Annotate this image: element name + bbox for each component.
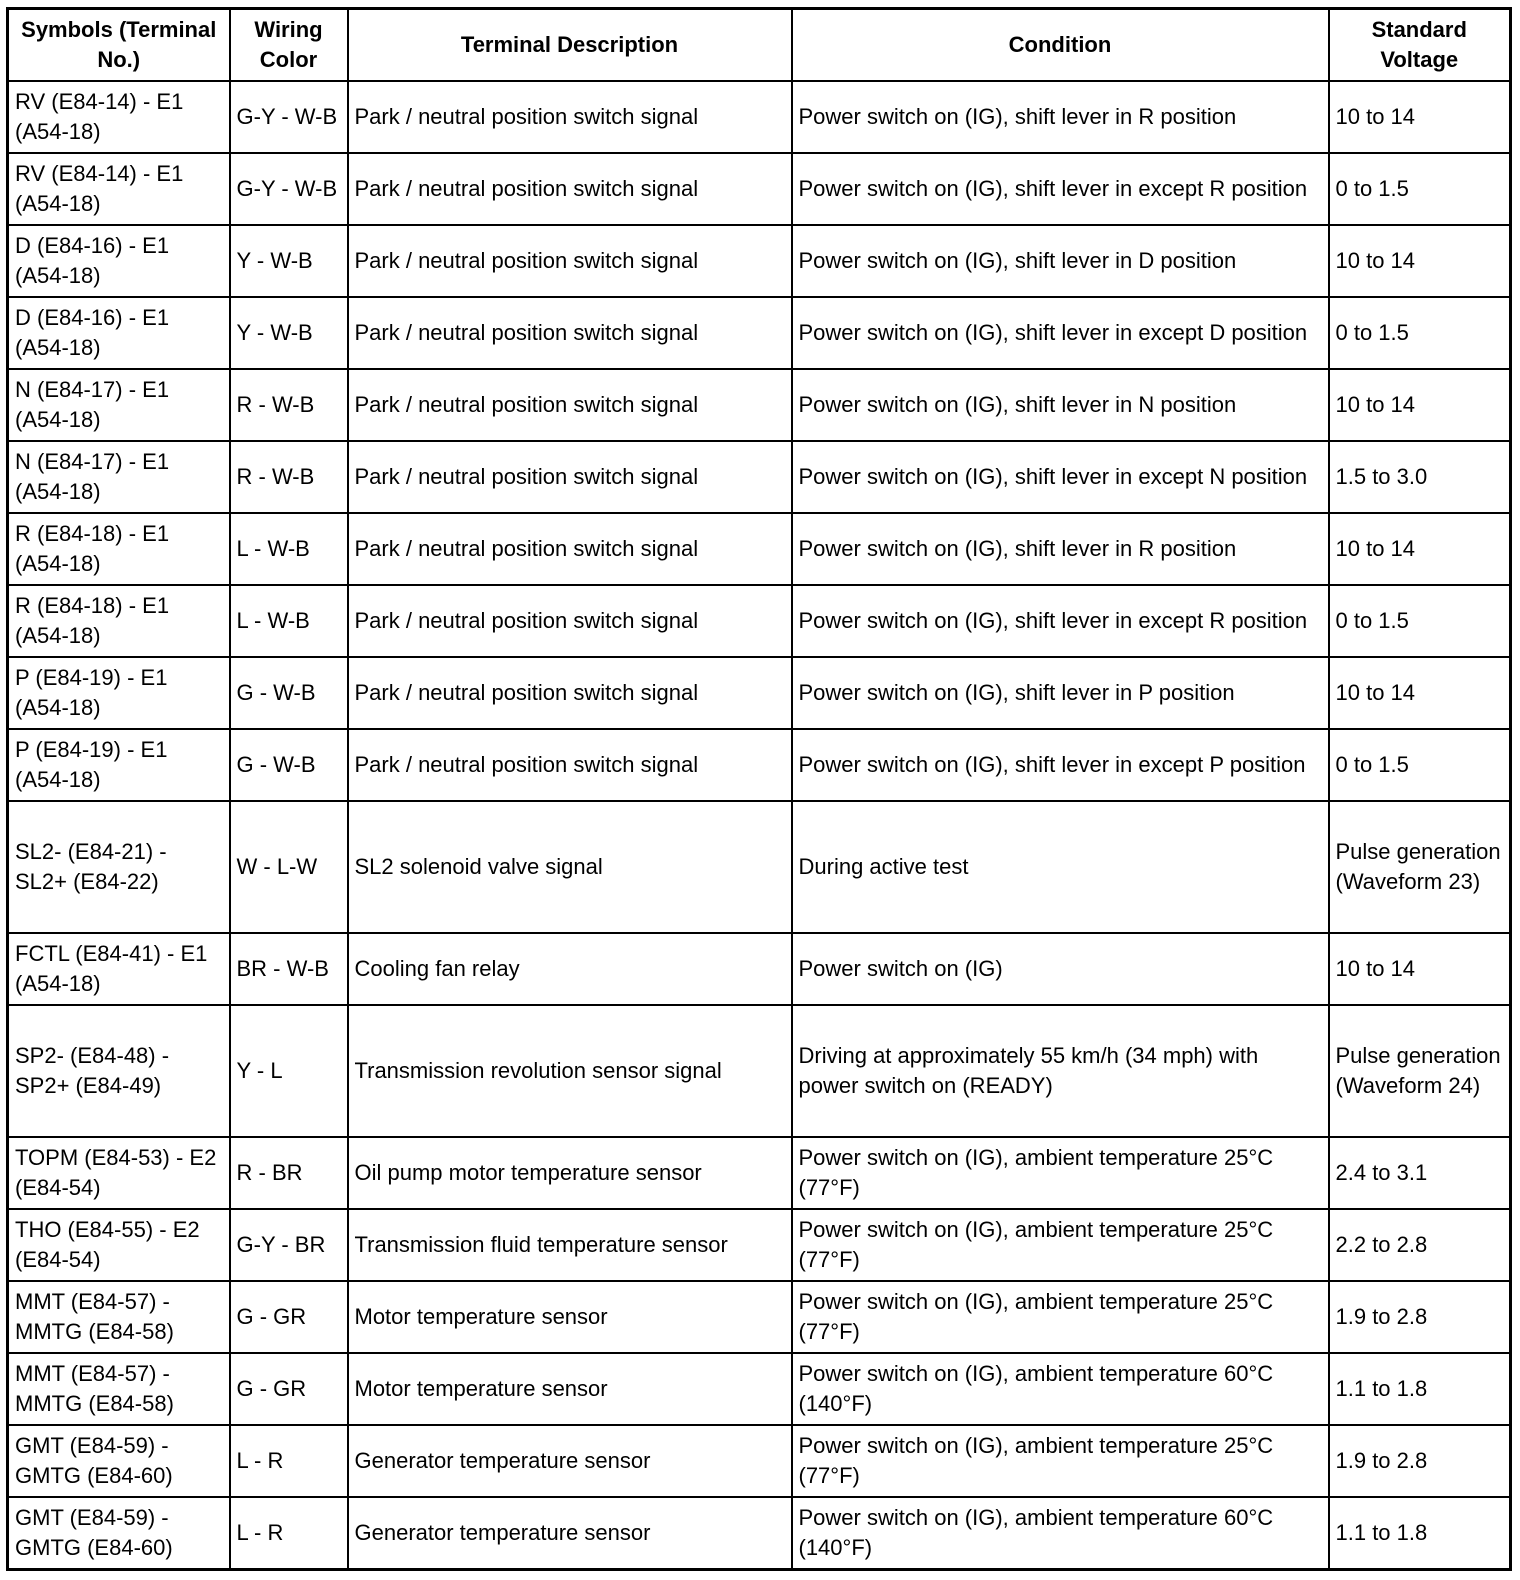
table-body bbox=[8, 81, 1511, 1570]
cell-standard-voltage: 0 to 1.5 bbox=[1329, 153, 1511, 225]
terminal-voltage-table-container bbox=[6, 7, 1509, 1571]
table-row bbox=[8, 369, 1511, 441]
table-row bbox=[8, 513, 1511, 585]
cell-standard-voltage: 10 to 14 bbox=[1329, 225, 1511, 297]
cell-standard-voltage: 1.5 to 3.0 bbox=[1329, 441, 1511, 513]
table-row bbox=[8, 1137, 1511, 1209]
cell-terminal-description: Park / neutral position switch signal bbox=[348, 729, 792, 801]
table-row bbox=[8, 1353, 1511, 1425]
table-row bbox=[8, 441, 1511, 513]
cell-condition: During active test bbox=[792, 801, 1329, 933]
cell-symbols: D (E84-16) - E1 (A54-18) bbox=[8, 225, 230, 297]
table-row bbox=[8, 297, 1511, 369]
cell-symbols: THO (E84-55) - E2 (E84-54) bbox=[8, 1209, 230, 1281]
header-terminal-description: Terminal Description bbox=[348, 9, 792, 82]
cell-wiring-color: G - GR bbox=[230, 1281, 348, 1353]
cell-condition: Driving at approximately 55 km/h (34 mph) with power switch on (READY) bbox=[792, 1005, 1329, 1137]
cell-symbols: N (E84-17) - E1 (A54-18) bbox=[8, 369, 230, 441]
cell-condition: Power switch on (IG), shift lever in R position bbox=[792, 513, 1329, 585]
cell-standard-voltage: 0 to 1.5 bbox=[1329, 585, 1511, 657]
header-symbols: Symbols (Terminal No.) bbox=[8, 9, 230, 82]
cell-standard-voltage: 10 to 14 bbox=[1329, 933, 1511, 1005]
cell-condition: Power switch on (IG), ambient temperature 25°C (77°F) bbox=[792, 1281, 1329, 1353]
cell-wiring-color: Y - W-B bbox=[230, 297, 348, 369]
cell-standard-voltage: 10 to 14 bbox=[1329, 81, 1511, 153]
cell-symbols: R (E84-18) - E1 (A54-18) bbox=[8, 585, 230, 657]
cell-standard-voltage: Pulse generation (Waveform 23) bbox=[1329, 801, 1511, 933]
cell-symbols: TOPM (E84-53) - E2 (E84-54) bbox=[8, 1137, 230, 1209]
header-wiring-color: Wiring Color bbox=[230, 9, 348, 82]
table-row bbox=[8, 585, 1511, 657]
cell-wiring-color: L - W-B bbox=[230, 513, 348, 585]
cell-terminal-description: Park / neutral position switch signal bbox=[348, 657, 792, 729]
cell-wiring-color: BR - W-B bbox=[230, 933, 348, 1005]
cell-terminal-description: Park / neutral position switch signal bbox=[348, 297, 792, 369]
table-row bbox=[8, 1209, 1511, 1281]
cell-terminal-description: Transmission revolution sensor signal bbox=[348, 1005, 792, 1137]
cell-standard-voltage: 0 to 1.5 bbox=[1329, 297, 1511, 369]
cell-wiring-color: G - W-B bbox=[230, 657, 348, 729]
cell-standard-voltage: 0 to 1.5 bbox=[1329, 729, 1511, 801]
cell-symbols: SL2- (E84-21) - SL2+ (E84-22) bbox=[8, 801, 230, 933]
cell-condition: Power switch on (IG), shift lever in except N position bbox=[792, 441, 1329, 513]
cell-terminal-description: Park / neutral position switch signal bbox=[348, 513, 792, 585]
cell-wiring-color: G-Y - W-B bbox=[230, 153, 348, 225]
cell-condition: Power switch on (IG) bbox=[792, 933, 1329, 1005]
cell-standard-voltage: 10 to 14 bbox=[1329, 369, 1511, 441]
header-condition: Condition bbox=[792, 9, 1329, 82]
cell-terminal-description: Oil pump motor temperature sensor bbox=[348, 1137, 792, 1209]
cell-terminal-description: Cooling fan relay bbox=[348, 933, 792, 1005]
cell-symbols: P (E84-19) - E1 (A54-18) bbox=[8, 657, 230, 729]
cell-standard-voltage: Pulse generation (Waveform 24) bbox=[1329, 1005, 1511, 1137]
cell-symbols: RV (E84-14) - E1 (A54-18) bbox=[8, 81, 230, 153]
cell-standard-voltage: 1.9 to 2.8 bbox=[1329, 1281, 1511, 1353]
cell-condition: Power switch on (IG), shift lever in except D position bbox=[792, 297, 1329, 369]
table-row bbox=[8, 801, 1511, 933]
cell-terminal-description: Generator temperature sensor bbox=[348, 1425, 792, 1497]
cell-condition: Power switch on (IG), ambient temperature 25°C (77°F) bbox=[792, 1209, 1329, 1281]
cell-symbols: SP2- (E84-48) - SP2+ (E84-49) bbox=[8, 1005, 230, 1137]
cell-wiring-color: L - R bbox=[230, 1497, 348, 1570]
cell-terminal-description: Motor temperature sensor bbox=[348, 1353, 792, 1425]
table-header-row bbox=[8, 9, 1511, 82]
terminal-voltage-table bbox=[6, 7, 1512, 1571]
table-row bbox=[8, 729, 1511, 801]
cell-terminal-description: Park / neutral position switch signal bbox=[348, 225, 792, 297]
cell-standard-voltage: 10 to 14 bbox=[1329, 657, 1511, 729]
cell-wiring-color: G-Y - W-B bbox=[230, 81, 348, 153]
cell-standard-voltage: 1.9 to 2.8 bbox=[1329, 1425, 1511, 1497]
cell-condition: Power switch on (IG), shift lever in except R position bbox=[792, 585, 1329, 657]
cell-wiring-color: R - BR bbox=[230, 1137, 348, 1209]
cell-wiring-color: R - W-B bbox=[230, 441, 348, 513]
cell-symbols: GMT (E84-59) - GMTG (E84-60) bbox=[8, 1425, 230, 1497]
table-row bbox=[8, 225, 1511, 297]
cell-symbols: P (E84-19) - E1 (A54-18) bbox=[8, 729, 230, 801]
cell-condition: Power switch on (IG), shift lever in P position bbox=[792, 657, 1329, 729]
table-row bbox=[8, 1425, 1511, 1497]
cell-wiring-color: W - L-W bbox=[230, 801, 348, 933]
cell-condition: Power switch on (IG), ambient temperature 25°C (77°F) bbox=[792, 1425, 1329, 1497]
table-row bbox=[8, 1005, 1511, 1137]
header-standard-voltage: Standard Voltage bbox=[1329, 9, 1511, 82]
cell-condition: Power switch on (IG), shift lever in R position bbox=[792, 81, 1329, 153]
table-row bbox=[8, 81, 1511, 153]
cell-condition: Power switch on (IG), shift lever in except R position bbox=[792, 153, 1329, 225]
cell-terminal-description: Generator temperature sensor bbox=[348, 1497, 792, 1570]
cell-symbols: FCTL (E84-41) - E1 (A54-18) bbox=[8, 933, 230, 1005]
cell-terminal-description: Park / neutral position switch signal bbox=[348, 81, 792, 153]
cell-wiring-color: L - R bbox=[230, 1425, 348, 1497]
cell-condition: Power switch on (IG), shift lever in except P position bbox=[792, 729, 1329, 801]
table-row bbox=[8, 1497, 1511, 1570]
table-row bbox=[8, 153, 1511, 225]
cell-terminal-description: Park / neutral position switch signal bbox=[348, 153, 792, 225]
cell-standard-voltage: 1.1 to 1.8 bbox=[1329, 1353, 1511, 1425]
cell-condition: Power switch on (IG), shift lever in N position bbox=[792, 369, 1329, 441]
cell-condition: Power switch on (IG), shift lever in D position bbox=[792, 225, 1329, 297]
cell-condition: Power switch on (IG), ambient temperature 60°C (140°F) bbox=[792, 1353, 1329, 1425]
cell-wiring-color: G - GR bbox=[230, 1353, 348, 1425]
cell-standard-voltage: 2.4 to 3.1 bbox=[1329, 1137, 1511, 1209]
cell-wiring-color: G-Y - BR bbox=[230, 1209, 348, 1281]
cell-symbols: D (E84-16) - E1 (A54-18) bbox=[8, 297, 230, 369]
cell-standard-voltage: 2.2 to 2.8 bbox=[1329, 1209, 1511, 1281]
cell-condition: Power switch on (IG), ambient temperature 60°C (140°F) bbox=[792, 1497, 1329, 1570]
table-row bbox=[8, 933, 1511, 1005]
cell-wiring-color: G - W-B bbox=[230, 729, 348, 801]
cell-symbols: R (E84-18) - E1 (A54-18) bbox=[8, 513, 230, 585]
cell-symbols: N (E84-17) - E1 (A54-18) bbox=[8, 441, 230, 513]
cell-standard-voltage: 1.1 to 1.8 bbox=[1329, 1497, 1511, 1570]
cell-wiring-color: Y - L bbox=[230, 1005, 348, 1137]
cell-wiring-color: Y - W-B bbox=[230, 225, 348, 297]
cell-terminal-description: Park / neutral position switch signal bbox=[348, 369, 792, 441]
cell-terminal-description: Motor temperature sensor bbox=[348, 1281, 792, 1353]
table-row bbox=[8, 657, 1511, 729]
cell-symbols: MMT (E84-57) - MMTG (E84-58) bbox=[8, 1281, 230, 1353]
cell-terminal-description: SL2 solenoid valve signal bbox=[348, 801, 792, 933]
cell-wiring-color: L - W-B bbox=[230, 585, 348, 657]
cell-terminal-description: Park / neutral position switch signal bbox=[348, 585, 792, 657]
cell-condition: Power switch on (IG), ambient temperature 25°C (77°F) bbox=[792, 1137, 1329, 1209]
cell-wiring-color: R - W-B bbox=[230, 369, 348, 441]
cell-symbols: MMT (E84-57) - MMTG (E84-58) bbox=[8, 1353, 230, 1425]
cell-symbols: GMT (E84-59) - GMTG (E84-60) bbox=[8, 1497, 230, 1570]
cell-terminal-description: Park / neutral position switch signal bbox=[348, 441, 792, 513]
table-row bbox=[8, 1281, 1511, 1353]
cell-terminal-description: Transmission fluid temperature sensor bbox=[348, 1209, 792, 1281]
cell-symbols: RV (E84-14) - E1 (A54-18) bbox=[8, 153, 230, 225]
cell-standard-voltage: 10 to 14 bbox=[1329, 513, 1511, 585]
